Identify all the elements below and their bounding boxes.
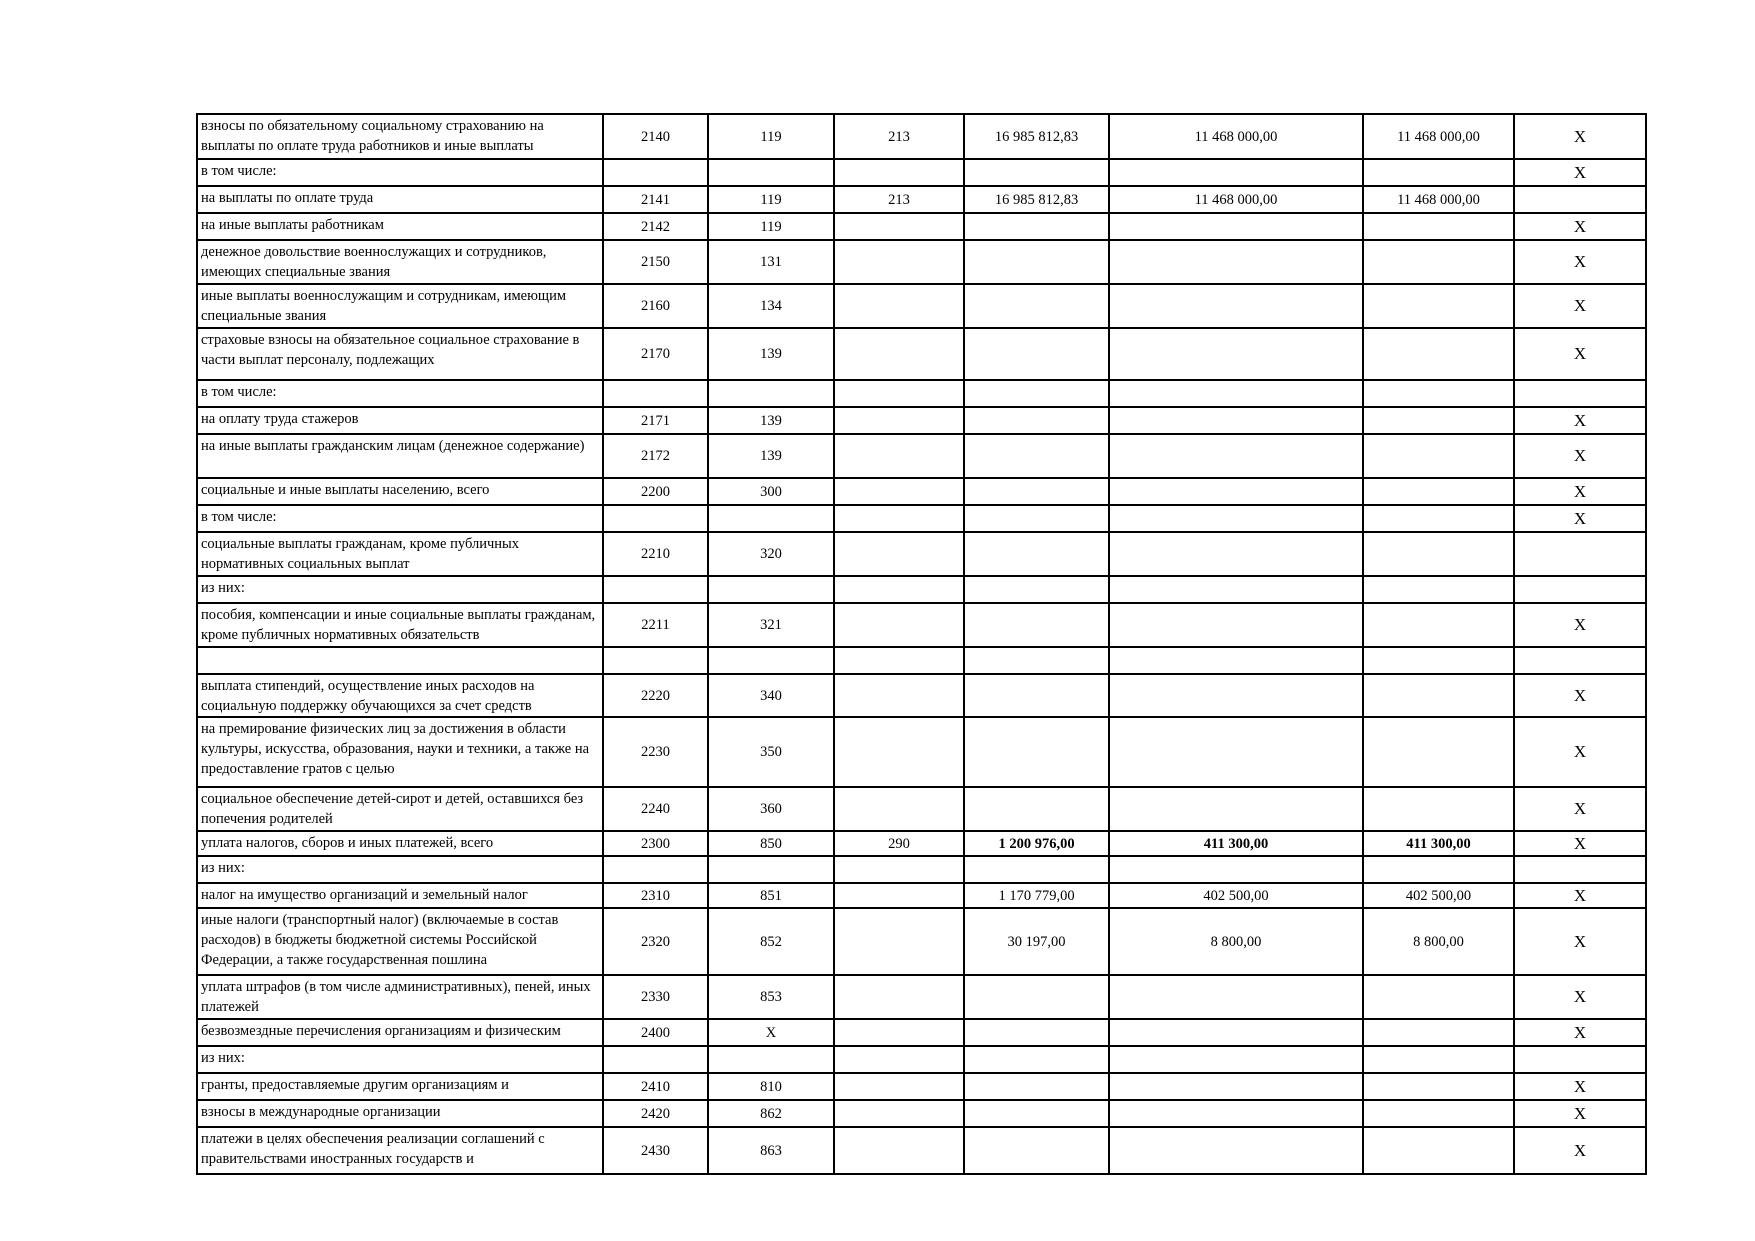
kbk-code-cell: 131	[708, 240, 834, 284]
description-text: из них:	[201, 580, 245, 596]
table-row	[197, 159, 1646, 186]
amount-3-cell	[1363, 1100, 1514, 1127]
x-mark-cell: X	[1514, 213, 1646, 240]
description-cell	[197, 576, 603, 603]
kbk-code-cell	[708, 159, 834, 186]
line-code-cell: 2220	[603, 674, 708, 717]
kbk-code-cell: 360	[708, 787, 834, 831]
description-text: социальное обеспечение детей-сирот и детей, оставшихся без попечения родителей	[201, 791, 584, 827]
amount-2-cell	[1109, 213, 1363, 240]
kosgu-code-cell	[834, 1100, 964, 1127]
table-row	[197, 213, 1646, 240]
table-row	[197, 717, 1646, 787]
kosgu-code-cell	[834, 478, 964, 505]
kosgu-code-cell	[834, 505, 964, 532]
table-row	[197, 603, 1646, 647]
kosgu-code-cell	[834, 159, 964, 186]
description-cell	[197, 284, 603, 328]
line-code-cell: 2420	[603, 1100, 708, 1127]
x-mark-cell: X	[1514, 1019, 1646, 1046]
kbk-code-cell: 139	[708, 328, 834, 380]
x-mark-cell: X	[1514, 908, 1646, 975]
kbk-code-cell: 300	[708, 478, 834, 505]
amount-1-cell	[964, 505, 1109, 532]
table-row	[197, 478, 1646, 505]
x-mark-cell: X	[1514, 159, 1646, 186]
amount-2-cell	[1109, 434, 1363, 478]
description-cell	[197, 505, 603, 532]
table-row	[197, 380, 1646, 407]
kbk-code-cell: 134	[708, 284, 834, 328]
amount-2-cell	[1109, 603, 1363, 647]
amount-2-cell	[1109, 478, 1363, 505]
amount-1-cell: 1 200 976,00	[964, 831, 1109, 856]
line-code-cell: 2141	[603, 186, 708, 213]
description-cell	[197, 975, 603, 1019]
x-mark-cell: X	[1514, 1127, 1646, 1174]
kbk-code-cell	[708, 576, 834, 603]
description-text: на выплаты по оплате труда	[201, 190, 374, 206]
description-cell	[197, 908, 603, 975]
x-mark-cell	[1514, 576, 1646, 603]
description-text: из них:	[201, 860, 245, 876]
kosgu-code-cell	[834, 407, 964, 434]
amount-1-cell	[964, 1019, 1109, 1046]
line-code-cell: 2171	[603, 407, 708, 434]
amount-3-cell	[1363, 856, 1514, 883]
description-text: на иные выплаты работникам	[201, 217, 384, 233]
x-mark-cell: X	[1514, 1073, 1646, 1100]
amount-1-cell	[964, 1046, 1109, 1073]
x-mark-cell: X	[1514, 240, 1646, 284]
amount-2-cell	[1109, 1019, 1363, 1046]
table-row	[197, 674, 1646, 717]
kbk-code-cell	[708, 380, 834, 407]
line-code-cell: 2200	[603, 478, 708, 505]
table-row	[197, 908, 1646, 975]
amount-1-cell	[964, 787, 1109, 831]
table-row	[197, 186, 1646, 213]
table-row	[197, 576, 1646, 603]
line-code-cell: 2142	[603, 213, 708, 240]
amount-3-cell	[1363, 576, 1514, 603]
line-code-cell: 2430	[603, 1127, 708, 1174]
amount-1-cell	[964, 1073, 1109, 1100]
amount-3-cell	[1363, 1127, 1514, 1174]
kosgu-code-cell	[834, 1046, 964, 1073]
x-mark-cell	[1514, 856, 1646, 883]
amount-1-cell	[964, 532, 1109, 576]
line-code-cell: 2330	[603, 975, 708, 1019]
description-cell	[197, 114, 603, 159]
amount-3-cell	[1363, 284, 1514, 328]
kosgu-code-cell: 290	[834, 831, 964, 856]
line-code-cell: 2160	[603, 284, 708, 328]
table-row	[197, 1046, 1646, 1073]
amount-2-cell: 8 800,00	[1109, 908, 1363, 975]
amount-2-cell	[1109, 380, 1363, 407]
amount-2-cell	[1109, 787, 1363, 831]
amount-3-cell	[1363, 787, 1514, 831]
table-row	[197, 1073, 1646, 1100]
amount-3-cell	[1363, 975, 1514, 1019]
line-code-cell	[603, 576, 708, 603]
amount-3-cell	[1363, 478, 1514, 505]
amount-1-cell	[964, 434, 1109, 478]
amount-3-cell	[1363, 213, 1514, 240]
amount-1-cell	[964, 284, 1109, 328]
line-code-cell	[603, 1046, 708, 1073]
line-code-cell: 2300	[603, 831, 708, 856]
amount-3-cell: 11 468 000,00	[1363, 114, 1514, 159]
amount-3-cell: 8 800,00	[1363, 908, 1514, 975]
x-mark-cell: X	[1514, 975, 1646, 1019]
amount-2-cell	[1109, 284, 1363, 328]
amount-2-cell: 11 468 000,00	[1109, 114, 1363, 159]
amount-3-cell	[1363, 505, 1514, 532]
description-cell	[197, 434, 603, 478]
amount-1-cell	[964, 674, 1109, 717]
kosgu-code-cell	[834, 328, 964, 380]
kosgu-code-cell	[834, 908, 964, 975]
line-code-cell	[603, 380, 708, 407]
kosgu-code-cell	[834, 1073, 964, 1100]
amount-1-cell: 30 197,00	[964, 908, 1109, 975]
table-row	[197, 1100, 1646, 1127]
description-cell	[197, 1127, 603, 1174]
kosgu-code-cell	[834, 1019, 964, 1046]
kosgu-code-cell	[834, 787, 964, 831]
amount-1-cell	[964, 407, 1109, 434]
kbk-code-cell: 119	[708, 186, 834, 213]
amount-2-cell: 402 500,00	[1109, 883, 1363, 908]
description-text: уплата штрафов (в том числе административных), пеней, иных платежей	[201, 979, 591, 1015]
amount-3-cell	[1363, 1073, 1514, 1100]
amount-1-cell	[964, 159, 1109, 186]
kbk-code-cell	[708, 505, 834, 532]
kbk-code-cell: 139	[708, 407, 834, 434]
amount-3-cell	[1363, 532, 1514, 576]
line-code-cell: 2211	[603, 603, 708, 647]
description-cell	[197, 478, 603, 505]
x-mark-cell: X	[1514, 787, 1646, 831]
amount-2-cell	[1109, 1073, 1363, 1100]
kosgu-code-cell: 213	[834, 186, 964, 213]
description-cell	[197, 647, 603, 674]
kbk-code-cell: X	[708, 1019, 834, 1046]
kbk-code-cell: 119	[708, 114, 834, 159]
line-code-cell: 2240	[603, 787, 708, 831]
description-text: взносы в международные организации	[201, 1104, 441, 1120]
amount-2-cell	[1109, 1127, 1363, 1174]
table-row	[197, 407, 1646, 434]
amount-1-cell	[964, 975, 1109, 1019]
description-cell	[197, 1046, 603, 1073]
description-text: из них:	[201, 1050, 245, 1066]
kbk-code-cell	[708, 856, 834, 883]
description-text: безвозмездные перечисления организациям и физическим	[201, 1023, 561, 1039]
table-row	[197, 505, 1646, 532]
amount-1-cell: 16 985 812,83	[964, 186, 1109, 213]
description-text: социальные выплаты гражданам, кроме публичных нормативных социальных выплат	[201, 536, 519, 572]
line-code-cell	[603, 505, 708, 532]
description-cell	[197, 328, 603, 380]
description-cell	[197, 1019, 603, 1046]
amount-3-cell: 411 300,00	[1363, 831, 1514, 856]
amount-3-cell	[1363, 159, 1514, 186]
description-text: взносы по обязательному социальному страхованию на выплаты по оплате труда работников и иные выплаты	[201, 118, 544, 154]
description-cell	[197, 831, 603, 856]
amount-3-cell	[1363, 1019, 1514, 1046]
kosgu-code-cell	[834, 380, 964, 407]
amount-3-cell	[1363, 717, 1514, 787]
kosgu-code-cell	[834, 240, 964, 284]
kbk-code-cell: 321	[708, 603, 834, 647]
table-row	[197, 787, 1646, 831]
amount-2-cell	[1109, 532, 1363, 576]
kosgu-code-cell	[834, 647, 964, 674]
amount-1-cell	[964, 717, 1109, 787]
description-cell	[197, 717, 603, 787]
description-text: в том числе:	[201, 163, 277, 179]
description-text: в том числе:	[201, 509, 277, 525]
description-cell	[197, 856, 603, 883]
x-mark-cell: X	[1514, 883, 1646, 908]
description-text: уплата налогов, сборов и иных платежей, всего	[201, 835, 494, 851]
kbk-code-cell: 850	[708, 831, 834, 856]
x-mark-cell	[1514, 647, 1646, 674]
amount-1-cell	[964, 1127, 1109, 1174]
amount-1-cell	[964, 603, 1109, 647]
line-code-cell: 2140	[603, 114, 708, 159]
amount-2-cell: 11 468 000,00	[1109, 186, 1363, 213]
kosgu-code-cell	[834, 883, 964, 908]
x-mark-cell: X	[1514, 603, 1646, 647]
table-row	[197, 975, 1646, 1019]
description-text: на премирование физических лиц за достижения в области культуры, искусства, образования, науки и техники, а также на предоставление гратов с целью	[201, 721, 590, 777]
table-body	[197, 114, 1646, 1174]
kbk-code-cell: 139	[708, 434, 834, 478]
kosgu-code-cell	[834, 434, 964, 478]
line-code-cell: 2320	[603, 908, 708, 975]
x-mark-cell: X	[1514, 717, 1646, 787]
amount-2-cell	[1109, 1046, 1363, 1073]
line-code-cell: 2310	[603, 883, 708, 908]
amount-1-cell	[964, 328, 1109, 380]
table-row	[197, 434, 1646, 478]
kosgu-code-cell	[834, 1127, 964, 1174]
table-row	[197, 831, 1646, 856]
table-row	[197, 883, 1646, 908]
table-row	[197, 284, 1646, 328]
amount-3-cell: 402 500,00	[1363, 883, 1514, 908]
x-mark-cell	[1514, 380, 1646, 407]
kbk-code-cell: 851	[708, 883, 834, 908]
amount-1-cell	[964, 1100, 1109, 1127]
amount-1-cell	[964, 240, 1109, 284]
description-cell	[197, 787, 603, 831]
description-text: пособия, компенсации и иные социальные выплаты гражданам, кроме публичных нормативных обязательств	[201, 607, 596, 643]
kbk-code-cell: 350	[708, 717, 834, 787]
line-code-cell: 2400	[603, 1019, 708, 1046]
amount-2-cell	[1109, 240, 1363, 284]
x-mark-cell: X	[1514, 505, 1646, 532]
line-code-cell	[603, 856, 708, 883]
kosgu-code-cell	[834, 975, 964, 1019]
table-row	[197, 328, 1646, 380]
table-row	[197, 532, 1646, 576]
description-cell	[197, 213, 603, 240]
table-row	[197, 1127, 1646, 1174]
x-mark-cell: X	[1514, 114, 1646, 159]
amount-2-cell	[1109, 674, 1363, 717]
description-cell	[197, 1073, 603, 1100]
amount-2-cell	[1109, 856, 1363, 883]
kbk-code-cell: 119	[708, 213, 834, 240]
description-cell	[197, 883, 603, 908]
kosgu-code-cell	[834, 213, 964, 240]
kbk-code-cell	[708, 647, 834, 674]
kbk-code-cell: 852	[708, 908, 834, 975]
x-mark-cell: X	[1514, 284, 1646, 328]
amount-3-cell	[1363, 407, 1514, 434]
table-row	[197, 856, 1646, 883]
kosgu-code-cell: 213	[834, 114, 964, 159]
amount-2-cell	[1109, 975, 1363, 1019]
description-text: выплата стипендий, осуществление иных расходов на социальную поддержку обучающихся за счет средств	[201, 678, 535, 714]
table-row	[197, 114, 1646, 159]
line-code-cell: 2172	[603, 434, 708, 478]
amount-1-cell	[964, 380, 1109, 407]
description-text: гранты, предоставляемые другим организациям и	[201, 1077, 509, 1093]
description-text: денежное довольствие военнослужащих и сотрудников, имеющих специальные звания	[201, 244, 547, 280]
amount-1-cell	[964, 213, 1109, 240]
amount-3-cell	[1363, 647, 1514, 674]
description-cell	[197, 1100, 603, 1127]
description-text: страховые взносы на обязательное социальное страхование в части выплат персоналу, подлежащих	[201, 332, 580, 368]
line-code-cell: 2170	[603, 328, 708, 380]
amount-2-cell	[1109, 328, 1363, 380]
amount-3-cell	[1363, 434, 1514, 478]
x-mark-cell	[1514, 532, 1646, 576]
x-mark-cell	[1514, 186, 1646, 213]
kbk-code-cell: 810	[708, 1073, 834, 1100]
amount-3-cell: 11 468 000,00	[1363, 186, 1514, 213]
description-text: на иные выплаты гражданским лицам (денежное содержание)	[201, 438, 585, 454]
description-cell	[197, 407, 603, 434]
kosgu-code-cell	[834, 674, 964, 717]
x-mark-cell: X	[1514, 434, 1646, 478]
description-cell	[197, 240, 603, 284]
description-cell	[197, 532, 603, 576]
amount-2-cell	[1109, 505, 1363, 532]
amount-2-cell: 411 300,00	[1109, 831, 1363, 856]
amount-3-cell	[1363, 328, 1514, 380]
description-cell	[197, 603, 603, 647]
description-text: платежи в целях обеспечения реализации соглашений с правительствами иностранных государств и	[201, 1131, 545, 1167]
kbk-code-cell	[708, 1046, 834, 1073]
amount-1-cell: 1 170 779,00	[964, 883, 1109, 908]
kbk-code-cell: 853	[708, 975, 834, 1019]
table-row	[197, 647, 1646, 674]
amount-2-cell	[1109, 1100, 1363, 1127]
table-row	[197, 240, 1646, 284]
x-mark-cell: X	[1514, 674, 1646, 717]
x-mark-cell: X	[1514, 478, 1646, 505]
line-code-cell: 2150	[603, 240, 708, 284]
kbk-code-cell: 863	[708, 1127, 834, 1174]
x-mark-cell: X	[1514, 407, 1646, 434]
amount-3-cell	[1363, 603, 1514, 647]
line-code-cell	[603, 647, 708, 674]
amount-2-cell	[1109, 717, 1363, 787]
kosgu-code-cell	[834, 603, 964, 647]
x-mark-cell: X	[1514, 328, 1646, 380]
description-cell	[197, 159, 603, 186]
x-mark-cell: X	[1514, 831, 1646, 856]
kbk-code-cell: 320	[708, 532, 834, 576]
amount-1-cell	[964, 856, 1109, 883]
amount-3-cell	[1363, 674, 1514, 717]
amount-3-cell	[1363, 1046, 1514, 1073]
kosgu-code-cell	[834, 284, 964, 328]
line-code-cell: 2210	[603, 532, 708, 576]
description-text: на оплату труда стажеров	[201, 411, 359, 427]
amount-2-cell	[1109, 576, 1363, 603]
amount-3-cell	[1363, 240, 1514, 284]
table-row	[197, 1019, 1646, 1046]
amount-1-cell	[964, 478, 1109, 505]
amount-2-cell	[1109, 407, 1363, 434]
x-mark-cell: X	[1514, 1100, 1646, 1127]
line-code-cell: 2410	[603, 1073, 708, 1100]
kosgu-code-cell	[834, 576, 964, 603]
description-text: налог на имущество организаций и земельный налог	[201, 887, 528, 903]
line-code-cell	[603, 159, 708, 186]
description-text: социальные и иные выплаты населению, всего	[201, 482, 490, 498]
description-text: в том числе:	[201, 384, 277, 400]
amount-1-cell	[964, 576, 1109, 603]
description-cell	[197, 674, 603, 717]
kbk-code-cell: 340	[708, 674, 834, 717]
x-mark-cell	[1514, 1046, 1646, 1073]
amount-1-cell: 16 985 812,83	[964, 114, 1109, 159]
kbk-code-cell: 862	[708, 1100, 834, 1127]
description-cell	[197, 380, 603, 407]
amount-1-cell	[964, 647, 1109, 674]
description-text: иные выплаты военнослужащим и сотрудникам, имеющим специальные звания	[201, 288, 566, 324]
description-text: иные налоги (транспортный налог) (включаемые в состав расходов) в бюджеты бюджетной системы Российской Федерации, а также государственная пошлина	[201, 912, 559, 968]
amount-3-cell	[1363, 380, 1514, 407]
amount-2-cell	[1109, 647, 1363, 674]
line-code-cell: 2230	[603, 717, 708, 787]
budget-expenses-table	[196, 113, 1647, 1175]
kosgu-code-cell	[834, 717, 964, 787]
amount-2-cell	[1109, 159, 1363, 186]
description-cell	[197, 186, 603, 213]
kosgu-code-cell	[834, 532, 964, 576]
kosgu-code-cell	[834, 856, 964, 883]
